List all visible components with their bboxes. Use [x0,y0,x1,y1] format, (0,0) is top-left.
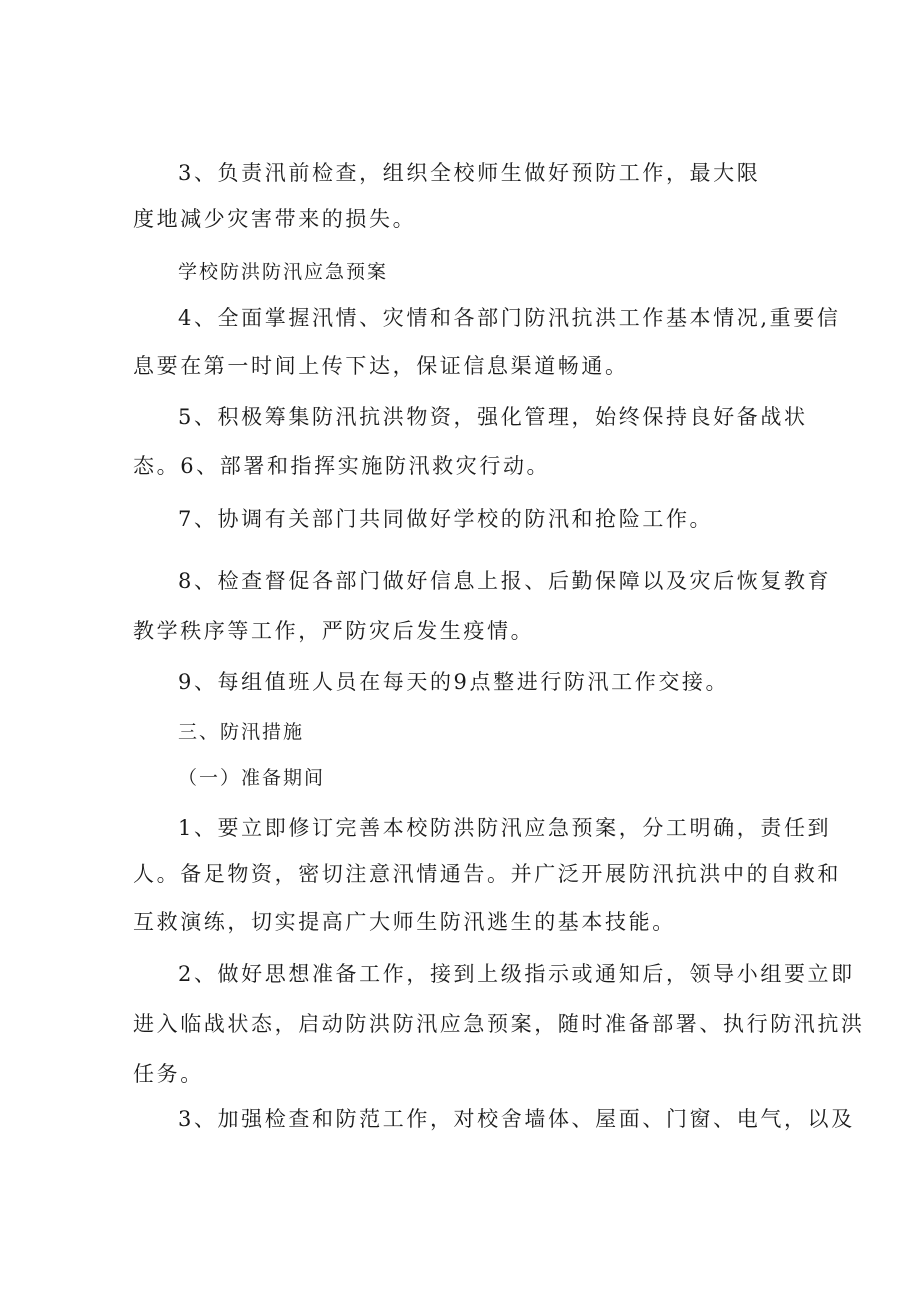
paragraph-item-8-line-1: 8、检查督促各部门做好信息上报、后勤保障以及灾后恢复教育 [178,569,832,593]
paragraph-item-9: 9、每组值班人员在每天的9点整进行防汛工作交接。 [178,670,730,694]
paragraph-item-7: 7、协调有关部门共同做好学校的防汛和抢险工作。 [178,507,714,531]
paragraph-item-4-line-2: 息要在第一时间上传下达，保证信息渠道畅通。 [133,354,629,378]
section-title: 学校防洪防汛应急预案 [178,261,389,283]
measure-item-3-line-1: 3、加强检查和防范工作，对校舍墙体、屋面、门窗、电气，以及 [178,1107,855,1131]
measure-item-1-line-3: 互救演练，切实提高广大师生防汛逃生的基本技能。 [133,910,676,934]
subsection-heading-preparation: （一）准备期间 [178,767,326,789]
paragraph-item-8-line-2: 教学秩序等工作，严防灾后发生疫情。 [133,619,535,643]
measure-item-2-line-3: 任务。 [133,1062,204,1086]
section-heading-measures: 三、防汛措施 [178,721,305,743]
measure-item-1-line-2: 人。备足物资，密切注意汛情通告。并广泛开展防汛抗洪中的自救和 [133,862,841,886]
measure-item-1-line-1: 1、要立即修订完善本校防洪防汛应急预案，分工明确，责任到 [178,816,832,840]
paragraph-item-5-line-2: 态。6、部署和指挥实施防汛救灾行动。 [133,454,551,478]
paragraph-item-3-line-2: 度地减少灾害带来的损失。 [133,207,417,231]
paragraph-item-3-line-1: 3、负责汛前检查，组织全校师生做好预防工作，最大限 [178,161,761,185]
paragraph-item-5-line-1: 5、积极筹集防汛抗洪物资，强化管理，始终保持良好备战状 [178,405,808,429]
measure-item-2-line-2: 进入临战状态，启动防洪防汛应急预案，随时准备部署、执行防汛抗洪 [133,1012,865,1036]
measure-item-2-line-1: 2、做好思想准备工作，接到上级指示或通知后，领导小组要立即 [178,962,855,986]
paragraph-item-4-line-1: 4、全面掌握汛情、灾情和各部门防汛抗洪工作基本情况,重要信 [178,306,841,330]
